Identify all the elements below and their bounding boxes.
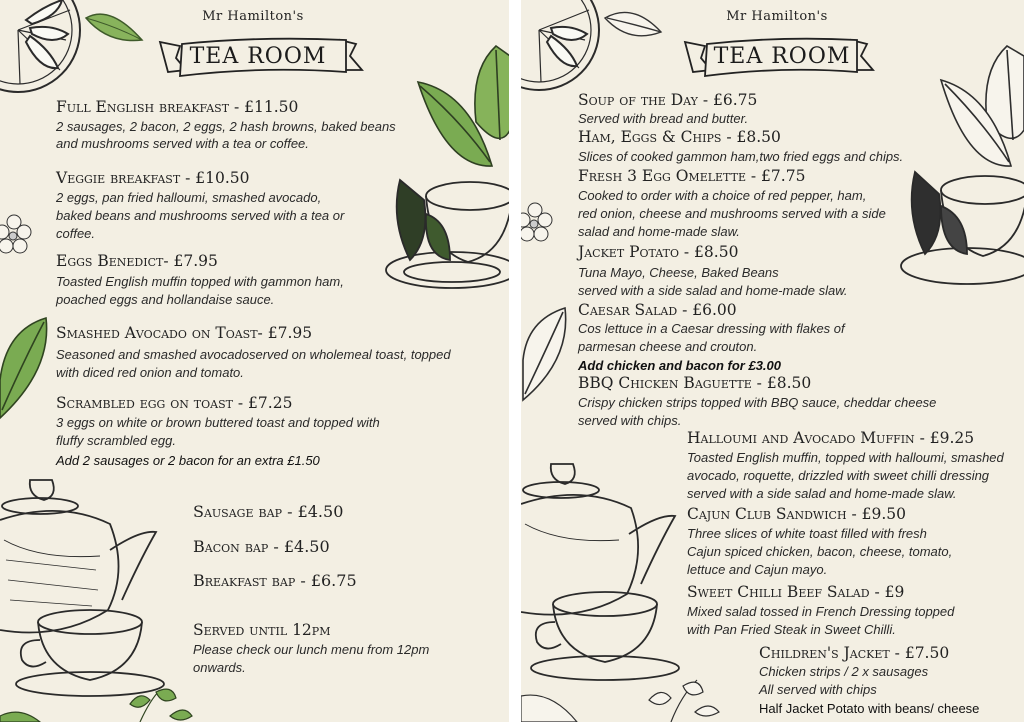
brand-name: Mr Hamilton's	[202, 9, 304, 24]
item-title: Soup of the Day - £6.75	[578, 91, 758, 109]
lemon-slice-icon	[0, 0, 80, 92]
item-desc: Toasted English muffin topped with gammon ham,	[56, 274, 344, 289]
item-desc: Toasted English muffin, topped with halloumi, smashed	[687, 450, 1004, 465]
page-gutter	[509, 0, 521, 722]
item-title: Children's Jacket - £7.50	[759, 644, 950, 662]
breakfast-menu-page	[0, 0, 509, 722]
item-title: Caesar Salad - £6.00	[578, 301, 737, 319]
bap-item: Breakfast bap - £6.75	[193, 571, 357, 590]
item-desc: 3 eggs on white or brown buttered toast and topped with	[56, 415, 380, 430]
item-desc: parmesan cheese and crouton.	[578, 339, 758, 354]
item-title: Halloumi and Avocado Muffin - £9.25	[687, 429, 975, 447]
item-desc: with diced red onion and tomato.	[56, 365, 244, 380]
page-title: TEA ROOM	[713, 44, 851, 69]
item-desc: Slices of cooked gammon ham,two fried eggs and chips.	[578, 149, 904, 164]
lunch-menu-page	[521, 0, 1024, 722]
page-title: TEA ROOM	[189, 44, 327, 69]
herb-sprig-icon	[0, 689, 192, 722]
served-until-title: Served until 12pm	[193, 621, 331, 639]
item-title: Eggs Benedict- £7.95	[56, 252, 218, 270]
item-desc: Cajun spiced chicken, bacon, cheese, tomato,	[687, 544, 953, 559]
bap-item: Bacon bap - £4.50	[193, 537, 330, 556]
item-desc: Mixed salad tossed in French Dressing topped	[687, 604, 955, 619]
teacup-icon	[386, 180, 509, 288]
herb-sprig-icon	[521, 680, 719, 722]
item-desc: baked beans and mushrooms served with a tea or	[56, 208, 345, 223]
item-desc: All served with chips	[759, 682, 877, 697]
item-title: Veggie breakfast - £10.50	[56, 169, 250, 187]
item-desc: served with a side salad and home-made slaw.	[578, 283, 848, 298]
served-until-desc: onwards.	[193, 660, 246, 675]
item-note: Add 2 sausages or 2 bacon for an extra £1.50	[56, 453, 320, 468]
flower-icon	[521, 203, 552, 241]
item-desc: Served with bread and butter.	[578, 111, 749, 126]
served-until-desc: Please check our lunch menu from 12pm	[193, 642, 430, 657]
item-desc: served with chips.	[578, 413, 682, 428]
item-title: Scrambled egg on toast - £7.25	[56, 394, 293, 412]
item-title: Ham, Eggs & Chips - £8.50	[578, 128, 781, 146]
item-desc: coffee.	[56, 226, 96, 241]
item-desc: Three slices of white toast filled with fresh	[687, 526, 927, 541]
item-desc: lettuce and Cajun mayo.	[687, 562, 828, 577]
item-desc: red onion, cheese and mushrooms served with a side	[578, 206, 886, 221]
item-desc: salad and home-made slaw.	[578, 224, 740, 239]
item-title: Fresh 3 Egg Omelette - £7.75	[578, 167, 806, 185]
bap-item: Sausage bap - £4.50	[193, 502, 344, 521]
item-desc: fluffy scrambled egg.	[56, 433, 176, 448]
item-desc: served with a side salad and home-made slaw.	[687, 486, 957, 501]
item-desc: and mushrooms served with a tea or coffee.	[56, 136, 309, 151]
item-title: Smashed Avocado on Toast- £7.95	[56, 324, 313, 342]
item-title: Sweet Chilli Beef Salad - £9	[687, 583, 905, 601]
item-desc: avocado, roquette, drizzled with sweet chilli dressing	[687, 468, 990, 483]
mint-leaves-icon	[418, 46, 509, 166]
item-title: Jacket Potato - £8.50	[578, 243, 739, 261]
green-leaf-icon	[0, 318, 47, 418]
leaf-outline-icon	[605, 12, 661, 35]
item-desc: 2 eggs, pan fried halloumi, smashed avocado,	[56, 190, 322, 205]
item-note: Add chicken and bacon for £3.00	[578, 358, 781, 373]
lemon-slice-icon	[521, 0, 599, 90]
item-desc: Crispy chicken strips topped with BBQ sauce, cheddar cheese	[578, 395, 937, 410]
teacup-icon	[901, 172, 1024, 284]
item-title: BBQ Chicken Baguette - £8.50	[578, 374, 812, 392]
item-desc: Cos lettuce in a Caesar dressing with flakes of	[578, 321, 845, 336]
leaves-outline-icon	[941, 46, 1024, 166]
item-desc: Chicken strips / 2 x sausages	[759, 664, 929, 679]
flower-icon	[0, 215, 31, 253]
item-title: Full English breakfast - £11.50	[56, 98, 299, 116]
item-plain-note: Half Jacket Potato with beans/ cheese	[759, 701, 980, 716]
item-desc: with Pan Fried Steak in Sweet Chilli.	[687, 622, 896, 637]
item-desc: Cooked to order with a choice of red pepper, ham,	[578, 188, 867, 203]
item-desc: poached eggs and hollandaise sauce.	[56, 292, 275, 307]
brand-name: Mr Hamilton's	[726, 9, 828, 24]
item-desc: 2 sausages, 2 bacon, 2 eggs, 2 hash browns, baked beans	[56, 119, 396, 134]
item-desc: Seasoned and smashed avocadoserved on wholemeal toast, topped	[56, 347, 451, 362]
tea-cup-saucer-icon	[16, 610, 164, 696]
item-title: Cajun Club Sandwich - £9.50	[687, 505, 907, 523]
item-desc: Tuna Mayo, Cheese, Baked Beans	[578, 265, 779, 280]
leaf-outline-left-icon	[523, 308, 566, 400]
